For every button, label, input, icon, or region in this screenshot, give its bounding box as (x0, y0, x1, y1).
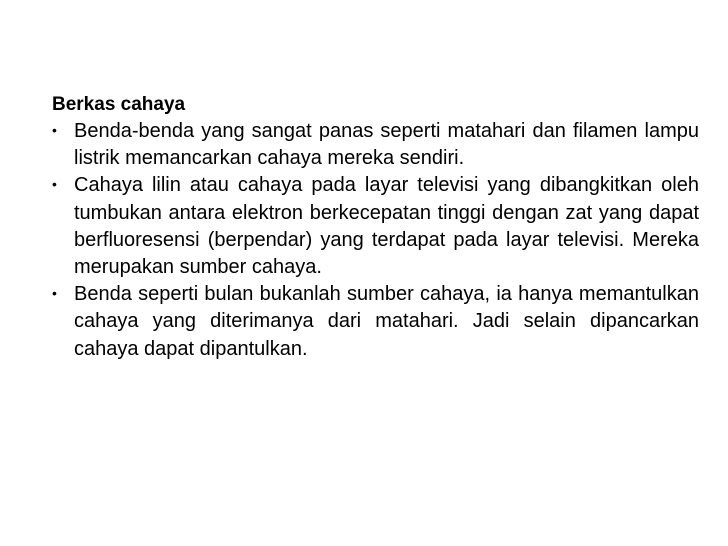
slide-content (52, 91, 699, 363)
bullet-list (52, 118, 699, 363)
bullet-icon: • (52, 122, 57, 138)
bullet-icon: • (52, 285, 57, 302)
bullet-text: Benda seperti bulan bukanlah sumber cahaya, ia hanya memantulkan cahaya yang diterimanya dari matahari. Jadi selain dipancarkan cahaya dapat dipantulkan. (74, 283, 699, 360)
bullet-item (52, 281, 699, 363)
bullet-text: Cahaya lilin atau cahaya pada layar televisi yang dibangkitkan oleh tumbukan antara elektron berkecepatan tinggi dengan zat yang dapat berfluoresensi (berpendar) yang terdapat pada layar televisi. Mereka merupakan sumber cahaya. (74, 174, 699, 279)
bullet-icon: • (52, 176, 57, 193)
bullet-text: Benda-benda yang sangat panas seperti matahari dan filamen lampu listrik memancarkan cahaya mereka sendiri. (74, 120, 699, 170)
bullet-item (52, 172, 699, 281)
bullet-item (52, 118, 699, 172)
slide-heading: Berkas cahaya (52, 94, 186, 115)
